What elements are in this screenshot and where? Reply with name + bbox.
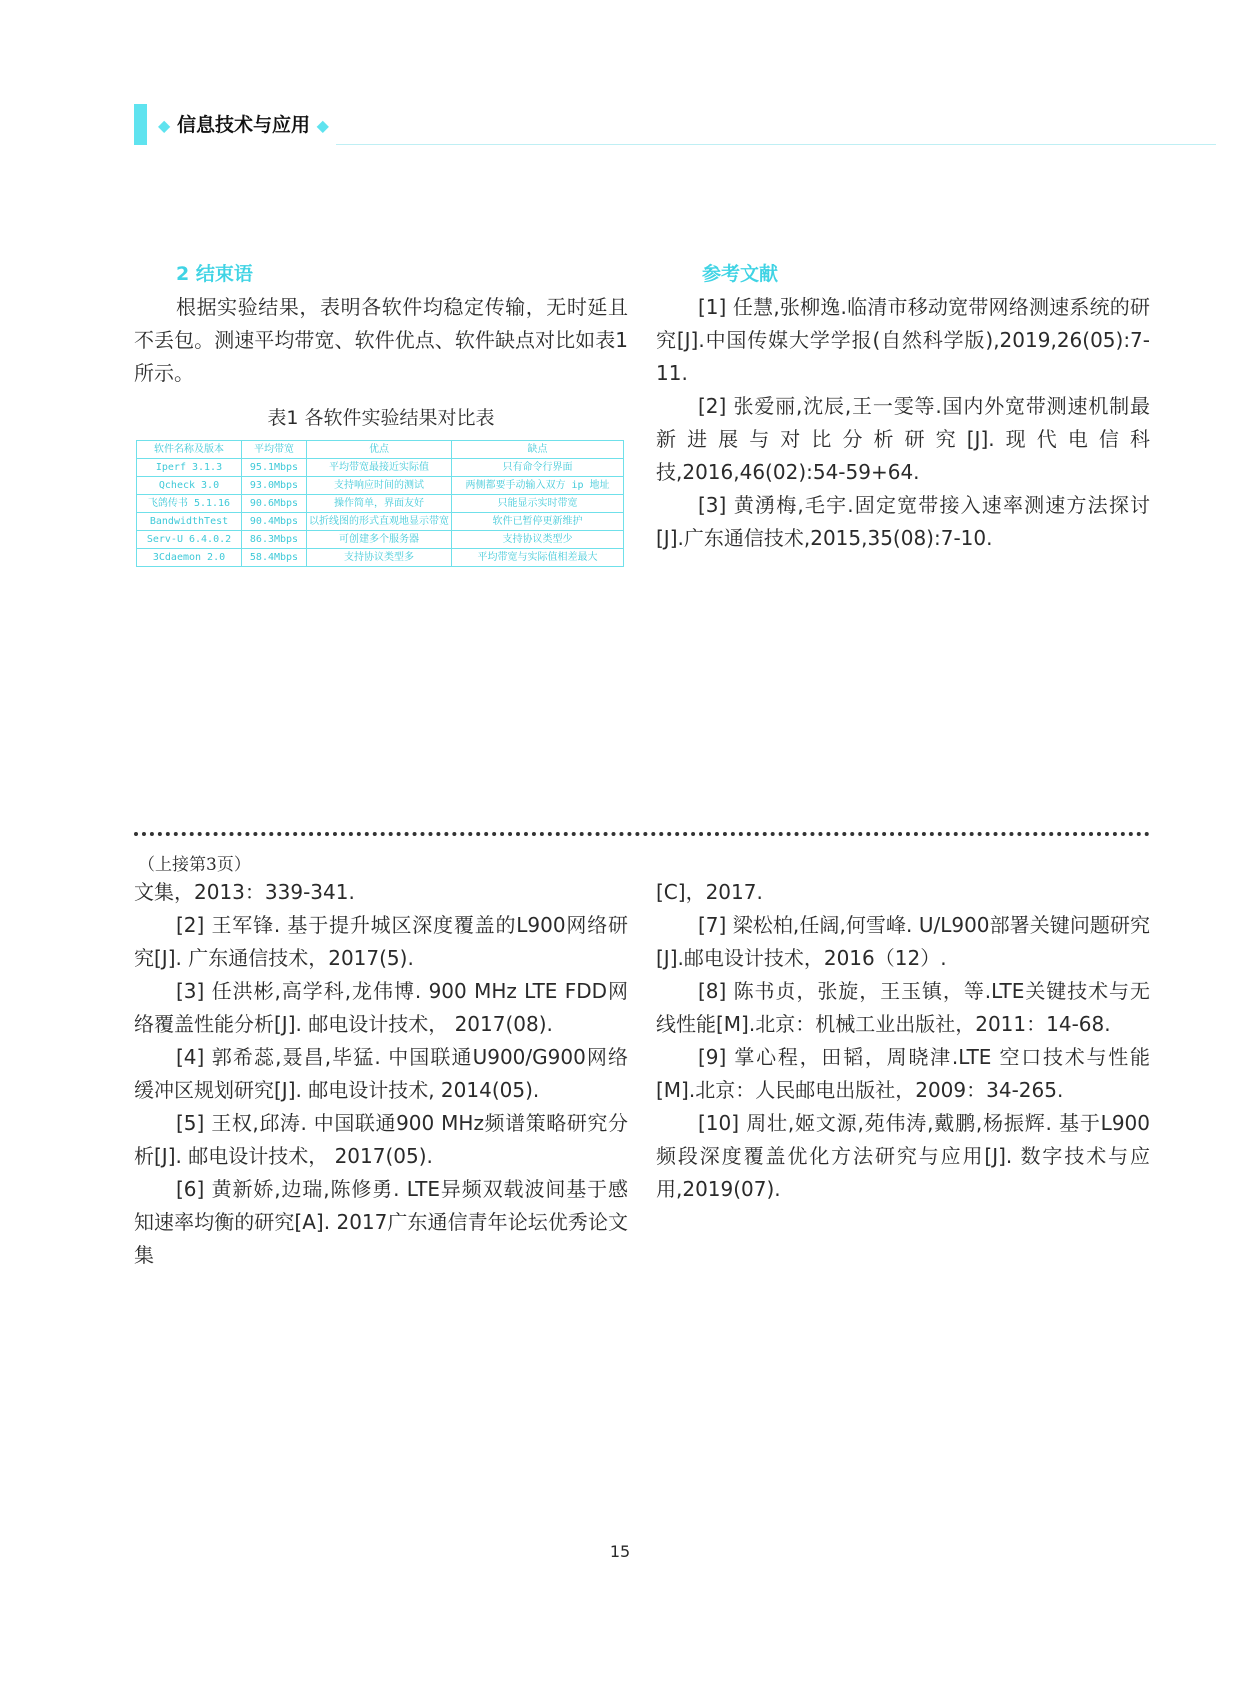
column-header: 软件名称及版本 [137,441,242,459]
table-cell: 平均带宽最接近实际值 [307,459,452,477]
reference-item: [8] 陈书贞，张旋，王玉镇，等.LTE关键技术与无线性能[M].北京：机械工业出版社，2011：14-68. [656,979,1150,1036]
dotted-divider [134,832,1150,836]
conclusion-column [134,259,628,567]
table-caption: 表1 各软件实验结果对比表 [267,407,495,429]
table-cell: 飞鸽传书 5.1.16 [137,495,242,513]
table-cell: 86.3Mbps [242,531,307,549]
header-accent-bar [134,104,147,145]
table-cell: 93.0Mbps [242,477,307,495]
table-cell: 支持协议类型少 [452,531,624,549]
table-cell: BandwidthTest [137,513,242,531]
references-column [656,259,1150,555]
table-cell: 可创建多个服务器 [307,531,452,549]
column-header: 缺点 [452,441,624,459]
table-row [137,477,624,495]
section-title-text: 信息技术与应用 [176,114,310,136]
table-cell: 95.1Mbps [242,459,307,477]
table-cell: 两侧都要手动输入双方 ip 地址 [452,477,624,495]
column-header: 平均带宽 [242,441,307,459]
table-cell: 58.4Mbps [242,549,307,567]
table-cell: 3Cdaemon 2.0 [137,549,242,567]
journal-section-title [158,110,329,137]
column-header: 优点 [307,441,452,459]
table-cell: 平均带宽与实际值相差最大 [452,549,624,567]
table-row [137,513,624,531]
references-heading: 参考文献 [702,263,779,285]
table-cell: 支持响应时间的测试 [307,477,452,495]
reference-item: [5] 王权,邱涛. 中国联通900 MHz频谱策略研究分析[J]. 邮电设计技术， 2017(05). [134,1111,628,1168]
table-row [137,495,624,513]
table-cell: Qcheck 3.0 [137,477,242,495]
reference-item: [7] 梁松柏,任阔,何雪峰. U/L900部署关键问题研究[J].邮电设计技术，2016（12）. [656,913,1150,970]
reference-item: [3] 黄湧梅,毛宇.固定宽带接入速率测速方法探讨[J].广东通信技术,2015,35(08):7-10. [656,493,1150,550]
table-cell: 只有命令行界面 [452,459,624,477]
table-cell: 90.4Mbps [242,513,307,531]
table-cell: Iperf 3.1.3 [137,459,242,477]
table-row [137,531,624,549]
table-header-row [137,441,624,459]
reference-item: [C]，2017. [656,880,763,904]
reference-item: [3] 任洪彬,高学科,龙伟博. 900 MHz LTE FDD网络覆盖性能分析[J]. 邮电设计技术， 2017(08). [134,979,628,1036]
conclusion-paragraph: 根据实验结果，表明各软件均稳定传输，无时延且不丢包。测速平均带宽、软件优点、软件缺点对比如表1所示。 [134,295,628,385]
reference-item: [10] 周壮,姬文源,苑伟涛,戴鹏,杨振辉. 基于L900频段深度覆盖优化方法研究与应用[J]. 数字技术与应用,2019(07). [656,1111,1150,1201]
reference-item: [6] 黄新娇,边瑞,陈修勇. LTE异频双载波间基于感知速率均衡的研究[A]. 2017广东通信青年论坛优秀论文集 [134,1177,628,1267]
continuation-right-column [656,876,1150,1206]
continuation-label: （上接第3页） [138,855,251,875]
continuation-left-column [134,876,628,1272]
comparison-table [136,440,624,567]
table-cell: 只能显示实时带宽 [452,495,624,513]
table-cell: 以折线图的形式直观地显示带宽 [307,513,452,531]
table-cell: 90.6Mbps [242,495,307,513]
reference-item: [2] 张爱丽,沈辰,王一雯等.国内外宽带测速机制最新进展与对比分析研究[J].现代电信科技,2016,46(02):54-59+64. [656,394,1150,484]
diamond-icon: ◆ [158,116,171,135]
header-rule [336,144,1216,145]
page-number: 15 [609,1542,631,1561]
reference-item: 文集，2013：339-341. [134,880,355,904]
table-cell: Serv-U 6.4.0.2 [137,531,242,549]
diamond-icon: ◆ [316,116,329,135]
table-row [137,459,624,477]
table-cell: 软件已暂停更新维护 [452,513,624,531]
reference-item: [2] 王军锋. 基于提升城区深度覆盖的L900网络研究[J]. 广东通信技术，2017(5). [134,913,628,970]
section-heading: 2 结束语 [176,263,253,285]
table-cell: 操作简单，界面友好 [307,495,452,513]
table-row [137,549,624,567]
reference-item: [1] 任慧,张柳逸.临清市移动宽带网络测速系统的研究[J].中国传媒大学学报(自然科学版),2019,26(05):7-11. [656,295,1150,385]
reference-item: [4] 郭希蕊,聂昌,毕猛. 中国联通U900/G900网络缓冲区规划研究[J]. 邮电设计技术, 2014(05). [134,1045,628,1102]
table-cell: 支持协议类型多 [307,549,452,567]
reference-item: [9] 掌心程，田韬，周晓津.LTE 空口技术与性能[M].北京：人民邮电出版社，2009：34-265. [656,1045,1150,1102]
